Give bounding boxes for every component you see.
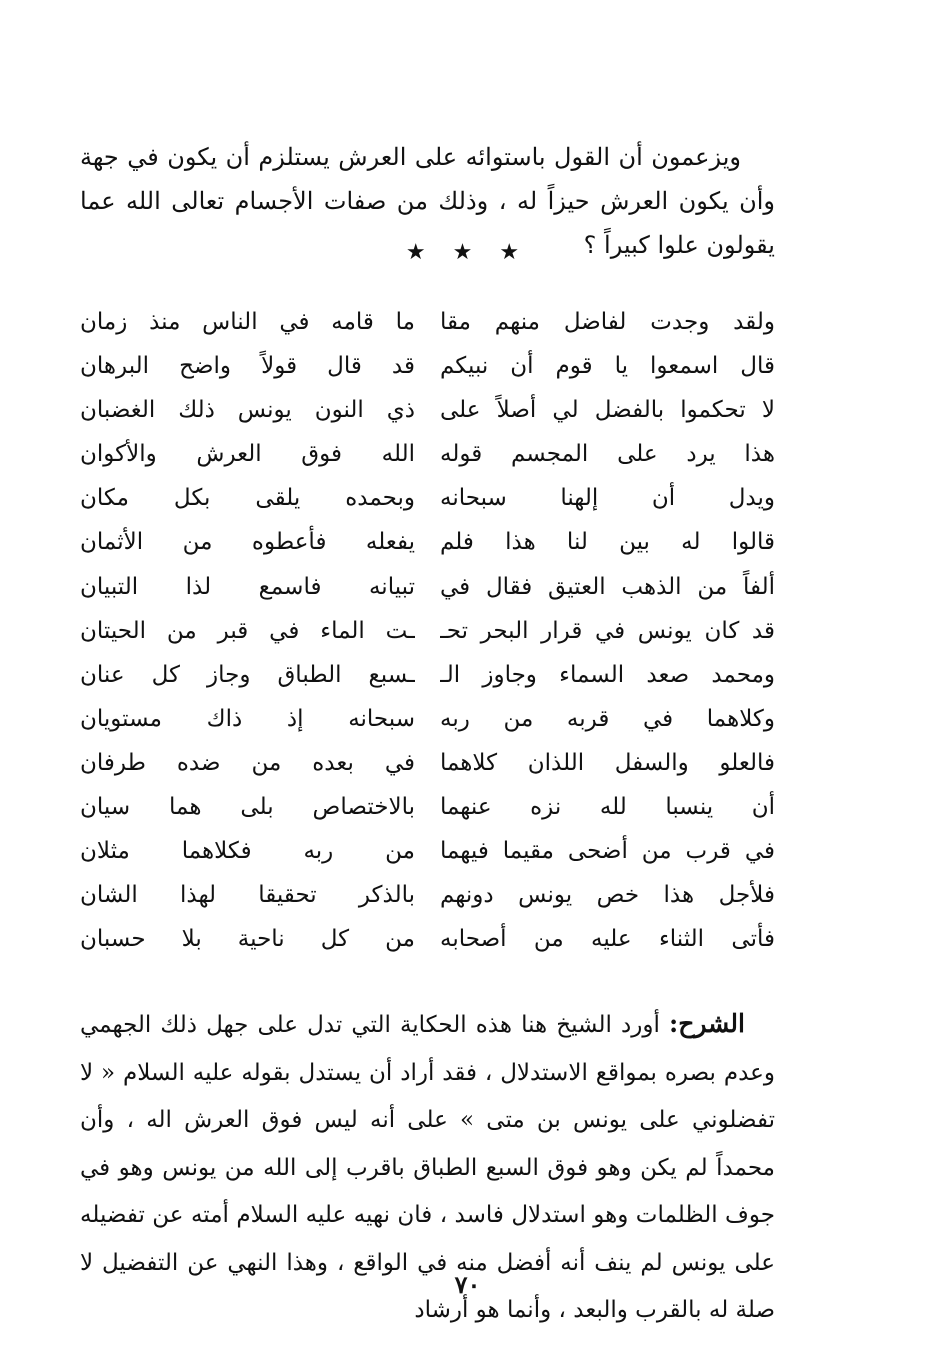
verse-first-hemistich: فلأجل هذا خص يونس دونهم <box>440 882 775 909</box>
poem-verse <box>80 653 775 697</box>
verse-second-hemistich: ـت الماء في قبر من الحيتان <box>80 617 415 644</box>
verse-second-hemistich: من ربه فكلاهما مثلان <box>80 838 415 865</box>
verse-second-hemistich: في بعده من ضده طرفان <box>80 749 415 776</box>
verse-first-hemistich: لا تحكموا بالفضل لي أصلاً على <box>440 397 775 424</box>
verse-first-hemistich: أن ينسبا لله نزه عنهما <box>440 794 775 821</box>
poem-verse <box>80 388 775 432</box>
commentary-text: أورد الشيخ هنا هذه الحكاية التي تدل على جهل ذلك الجهمي وعدم بصره بمواقع الاستدلال ، فقد أراد أن يستدل بقوله عليه السلام « لا تفضلوني على يونس بن متى » على أنه ليس فوق العرش اله ، وأن محمداً لم يكن وهو فوق السبع الطباق باقرب إلى الله من يونس وهو في جوف الظلمات وهو استدلال فاسد ، فان نهيه عليه السلام أمته عن تفضيله على يونس لم ينف أنه أفضل منه في الواقع ، وهذا النهي عن التفضيل لا صلة له بالقرب والبعد ، وأنما هو أرشاد <box>80 1012 775 1323</box>
poem-verse <box>80 697 775 741</box>
verse-second-hemistich: قد قال قولاً واضح البرهان <box>80 353 415 380</box>
page-number: ٧٠ <box>454 1270 481 1299</box>
commentary-label: الشرح: <box>668 1009 745 1038</box>
verse-first-hemistich: وكلاهما في قربه من ربه <box>440 705 775 732</box>
verse-second-hemistich: من كل ناحية بلا حسبان <box>80 926 415 953</box>
poem-verse <box>80 565 775 609</box>
verse-second-hemistich: سبحانه إذ ذاك مستويان <box>80 705 415 732</box>
verse-second-hemistich: ما قامه في الناس منذ زمان <box>80 309 415 335</box>
verse-first-hemistich: فأتى الثناء عليه من أصحابه <box>440 926 775 953</box>
poem-verse <box>80 344 775 388</box>
verse-first-hemistich: ويدل أن إلهنا سبحانه <box>440 485 775 512</box>
verse-second-hemistich: ـسبع الطباق وجاز كل عنان <box>80 661 415 688</box>
verse-second-hemistich: تبيانه فاسمع لذا التبيان <box>80 573 415 600</box>
verse-first-hemistich: ألفاً من الذهب العتيق فقال في <box>440 573 775 600</box>
verse-first-hemistich: ولقد وجدت لفاضل منهم مقا <box>440 309 775 335</box>
poem-verse <box>80 741 775 785</box>
intro-text: ويزعمون أن القول باستوائه على العرش يستلزم أن يكون في جهة وأن يكون العرش حيزاً له ، وذلك من صفات الأجسام تعالى الله عما يقولون علوا كبيراً ؟ <box>80 143 775 259</box>
verse-second-hemistich: يفعله فأعطوه من الأثمان <box>80 529 415 556</box>
verse-second-hemistich: بالذكر تحقيقا لهذا الشان <box>80 882 415 909</box>
poem <box>80 300 775 961</box>
poem-verse <box>80 829 775 873</box>
poem-verse <box>80 873 775 917</box>
poem-verse <box>80 785 775 829</box>
verse-second-hemistich: بالاختصاص بلى هما سيان <box>80 794 415 821</box>
verse-second-hemistich: الله فوق العرش والأكوان <box>80 441 415 468</box>
poem-verse <box>80 476 775 520</box>
verse-second-hemistich: وبحمده يلقى بكل مكان <box>80 485 415 512</box>
section-separator-stars: ★ ★ ★ <box>405 240 530 265</box>
poem-verse <box>80 520 775 564</box>
poem-verse <box>80 609 775 653</box>
verse-first-hemistich: فالعلو والسفل اللذان كلاهما <box>440 749 775 776</box>
verse-first-hemistich: ومحمد صعد السماء وجاوز الـ <box>440 661 775 688</box>
verse-first-hemistich: قال اسمعوا يا قوم أن نبيكم <box>440 353 775 380</box>
poem-verse <box>80 300 775 344</box>
verse-first-hemistich: قالوا له بين لنا هذا فلم <box>440 529 775 556</box>
verse-first-hemistich: في قرب من أضحى مقيما فيهما <box>440 838 775 865</box>
verse-first-hemistich: هذا يرد على المجسم قوله <box>440 441 775 468</box>
verse-first-hemistich: قد كان يونس في قرار البحر تحـ <box>440 617 775 644</box>
poem-verse <box>80 917 775 961</box>
poem-verse <box>80 432 775 476</box>
verse-second-hemistich: ذي النون يونس ذلك الغضبان <box>80 397 415 424</box>
